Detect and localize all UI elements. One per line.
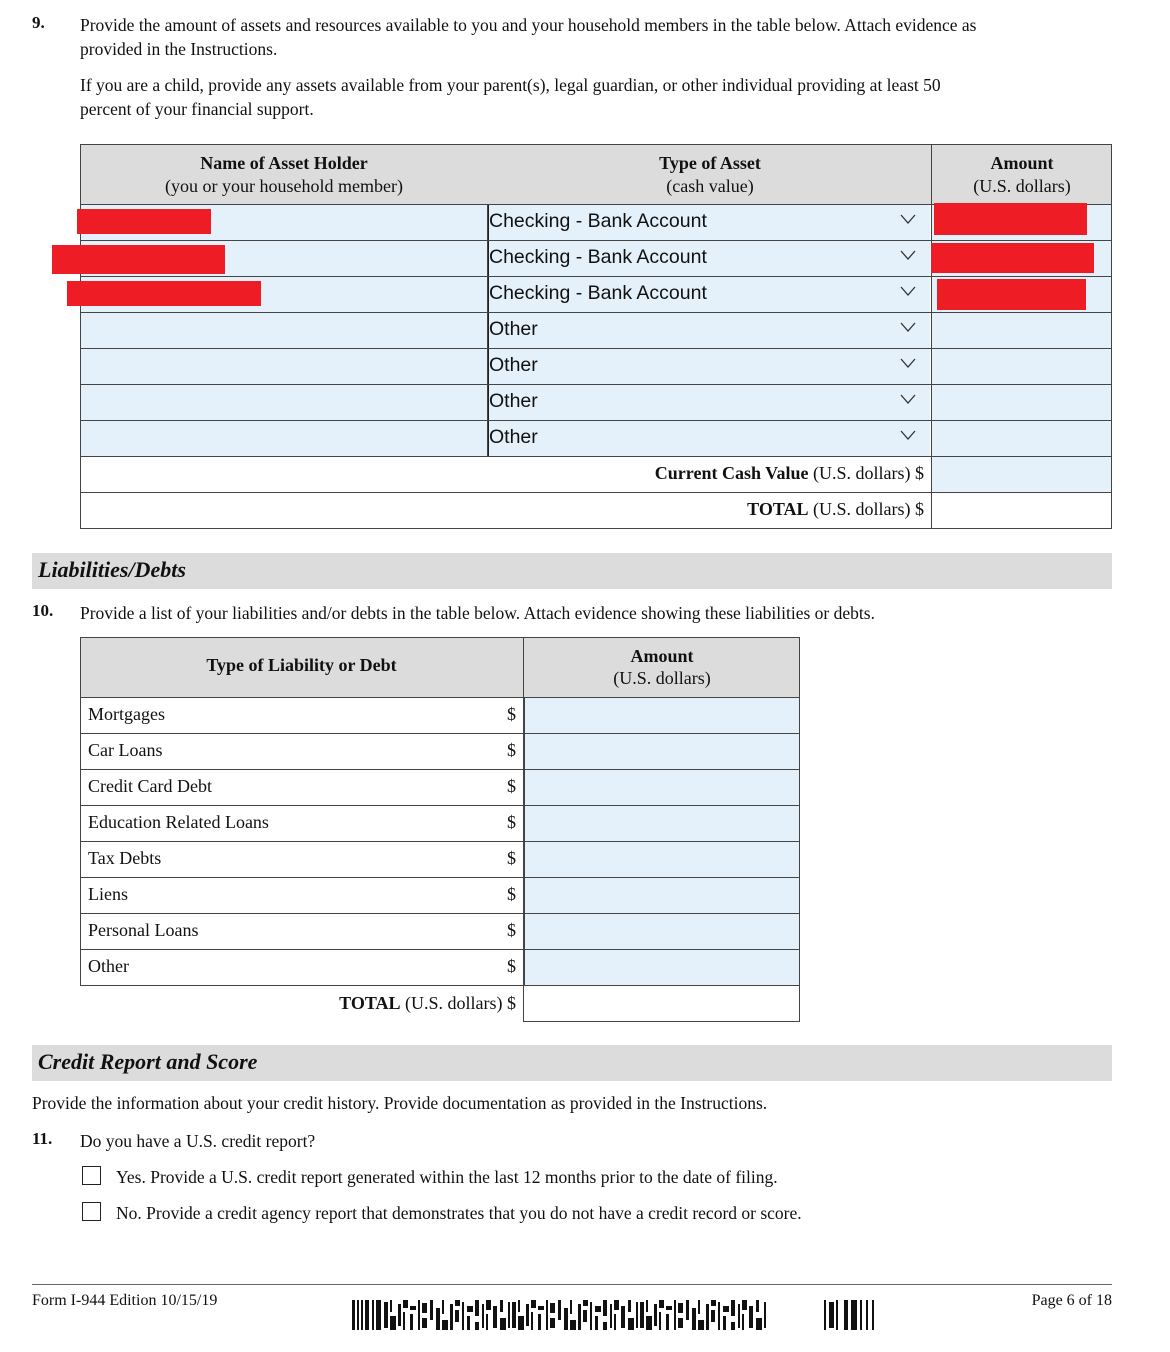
asset-amount-field-4[interactable]: [932, 313, 1111, 348]
liability-row-label: Tax Debts: [88, 848, 162, 868]
asset-holder-field-7[interactable]: [81, 421, 487, 456]
asset-type-select-3[interactable]: [488, 277, 930, 312]
asset-holder-field-4[interactable]: [81, 313, 487, 348]
question-9-child-text: [80, 73, 1120, 121]
asset-type-header-title: Type of Asset: [659, 153, 761, 173]
redaction-mark: [77, 209, 211, 234]
credit-section-intro: Provide the information about your credit history. Provide documentation as provided in the Instructions.: [32, 1093, 768, 1113]
redaction-mark: [934, 203, 1087, 235]
liabilities-section-title: Liabilities/Debts: [38, 557, 186, 582]
asset-amount-header: [932, 152, 1112, 198]
liability-row-label: Credit Card Debt: [88, 776, 212, 796]
liability-type-header-title: Type of Liability or Debt: [206, 655, 397, 675]
question-9-child-line1: If you are a child, provide any assets available from your parent(s), legal guardian, or other individual providing at least 50: [80, 75, 941, 95]
asset-holder-field-6[interactable]: [81, 385, 487, 420]
liability-amount-field[interactable]: [524, 769, 800, 805]
redaction-mark: [931, 243, 1094, 273]
form-edition: Form I-944 Edition 10/15/19: [32, 1292, 218, 1309]
liability-amount-field[interactable]: [524, 913, 800, 949]
liabilities-section-header: [32, 553, 1112, 589]
asset-amount-header-title: Amount: [990, 153, 1054, 173]
liability-row-label: Other: [88, 956, 129, 976]
currency-symbol: $: [507, 884, 516, 904]
liability-row-label: Personal Loans: [88, 920, 199, 940]
current-cash-value-field[interactable]: [932, 457, 1111, 492]
currency-symbol: $: [507, 812, 516, 832]
question-9-child-line2: percent of your financial support.: [80, 99, 314, 119]
chevron-down-icon: [900, 321, 916, 333]
liability-row-label: Liens: [88, 884, 128, 904]
no-checkbox[interactable]: [82, 1202, 101, 1221]
asset-amount-field-6[interactable]: [932, 385, 1111, 420]
asset-type-select-7-value: Other: [489, 426, 538, 448]
asset-type-select-1[interactable]: [488, 205, 930, 240]
liability-total-label-rest: (U.S. dollars) $: [405, 993, 516, 1013]
liability-amount-field[interactable]: [524, 733, 800, 769]
liability-amount-field[interactable]: [524, 949, 800, 985]
footer-divider: [32, 1284, 1112, 1285]
yes-checkbox[interactable]: [82, 1166, 101, 1185]
liability-amount-header-title: Amount: [630, 646, 694, 666]
liability-total-field[interactable]: [524, 986, 799, 1021]
asset-type-select-5-value: Other: [489, 354, 538, 376]
redaction-mark: [52, 245, 225, 274]
liability-row-label: Mortgages: [88, 704, 165, 724]
question-10-number: 10.: [32, 601, 54, 620]
asset-holder-header: [80, 152, 488, 198]
currency-symbol: $: [507, 920, 516, 940]
liability-amount-field[interactable]: [524, 877, 800, 913]
currency-symbol: $: [507, 848, 516, 868]
asset-type-select-4-value: Other: [489, 318, 538, 340]
asset-type-select-5[interactable]: [488, 349, 930, 384]
liability-total-label: [280, 993, 516, 1014]
liability-amount-field[interactable]: [524, 805, 800, 841]
question-9-line1: Provide the amount of assets and resources available to you and your household members in the table below. Attach evidence as: [80, 15, 977, 35]
asset-amount-field-7[interactable]: [932, 421, 1111, 456]
asset-type-select-1-value: Checking - Bank Account: [489, 210, 707, 232]
no-option-label: No. Provide a credit agency report that demonstrates that you do not have a credit record or score.: [116, 1203, 802, 1223]
currency-symbol: $: [507, 776, 516, 796]
asset-type-header-sub: (cash value): [666, 176, 754, 196]
asset-amount-header-sub: (U.S. dollars): [973, 176, 1071, 196]
barcode-image: [352, 1300, 878, 1330]
chevron-down-icon: [900, 393, 916, 405]
liability-row-label: Car Loans: [88, 740, 163, 760]
asset-total-label-rest: (U.S. dollars) $: [813, 499, 924, 519]
liability-row: [80, 877, 800, 913]
liability-row-label: Education Related Loans: [88, 812, 269, 832]
question-9-number: 9.: [32, 13, 45, 32]
liability-row: [80, 805, 800, 841]
question-9-text: [80, 13, 1120, 61]
yes-option-label: Yes. Provide a U.S. credit report generated within the last 12 months prior to the date of filing.: [116, 1167, 778, 1187]
current-cash-value-label-rest: (U.S. dollars) $: [813, 463, 924, 483]
liability-row: [80, 733, 800, 769]
asset-type-header: [488, 152, 932, 198]
liability-row: [80, 697, 800, 733]
asset-holder-field-5[interactable]: [81, 349, 487, 384]
redaction-mark: [937, 279, 1086, 310]
asset-holder-header-sub: (you or your household member): [165, 176, 403, 196]
asset-total-field[interactable]: [932, 493, 1111, 528]
chevron-down-icon: [900, 429, 916, 441]
currency-symbol: $: [507, 956, 516, 976]
credit-section-title: Credit Report and Score: [38, 1049, 258, 1074]
asset-total-label: [488, 499, 924, 520]
current-cash-value-label-bold: Current Cash Value: [654, 463, 809, 483]
liability-amount-field[interactable]: [524, 697, 800, 733]
liability-total-label-bold: TOTAL: [339, 993, 401, 1013]
liability-amount-field[interactable]: [524, 841, 800, 877]
question-11-number: 11.: [32, 1129, 53, 1148]
question-10-text: Provide a list of your liabilities and/or debts in the table below. Attach evidence showing these liabilities or debts.: [80, 603, 875, 623]
liability-row: [80, 841, 800, 877]
credit-section-header: [32, 1045, 1112, 1081]
liability-amount-header: [524, 637, 800, 697]
asset-type-select-2-value: Checking - Bank Account: [489, 246, 707, 268]
question-11-text: Do you have a U.S. credit report?: [80, 1131, 316, 1151]
asset-type-select-4[interactable]: [488, 313, 930, 348]
currency-symbol: $: [507, 740, 516, 760]
asset-total-label-bold: TOTAL: [747, 499, 809, 519]
redaction-mark: [67, 281, 261, 306]
chevron-down-icon: [900, 249, 916, 261]
asset-type-select-7[interactable]: [488, 421, 930, 456]
liability-row: [80, 949, 800, 985]
asset-type-select-3-value: Checking - Bank Account: [489, 282, 707, 304]
page-number: Page 6 of 18: [1031, 1292, 1112, 1309]
question-9-line2: provided in the Instructions.: [80, 39, 278, 59]
asset-type-select-2[interactable]: [488, 241, 930, 276]
chevron-down-icon: [900, 285, 916, 297]
liability-type-header: [80, 637, 523, 697]
asset-type-select-6[interactable]: [488, 385, 930, 420]
liability-row: [80, 913, 800, 949]
chevron-down-icon: [900, 213, 916, 225]
current-cash-value-label: [488, 463, 924, 484]
asset-amount-field-5[interactable]: [932, 349, 1111, 384]
currency-symbol: $: [507, 704, 516, 724]
asset-type-select-6-value: Other: [489, 390, 538, 412]
liability-row: [80, 769, 800, 805]
chevron-down-icon: [900, 357, 916, 369]
liability-amount-header-sub: (U.S. dollars): [613, 668, 711, 688]
asset-holder-header-title: Name of Asset Holder: [200, 153, 368, 173]
